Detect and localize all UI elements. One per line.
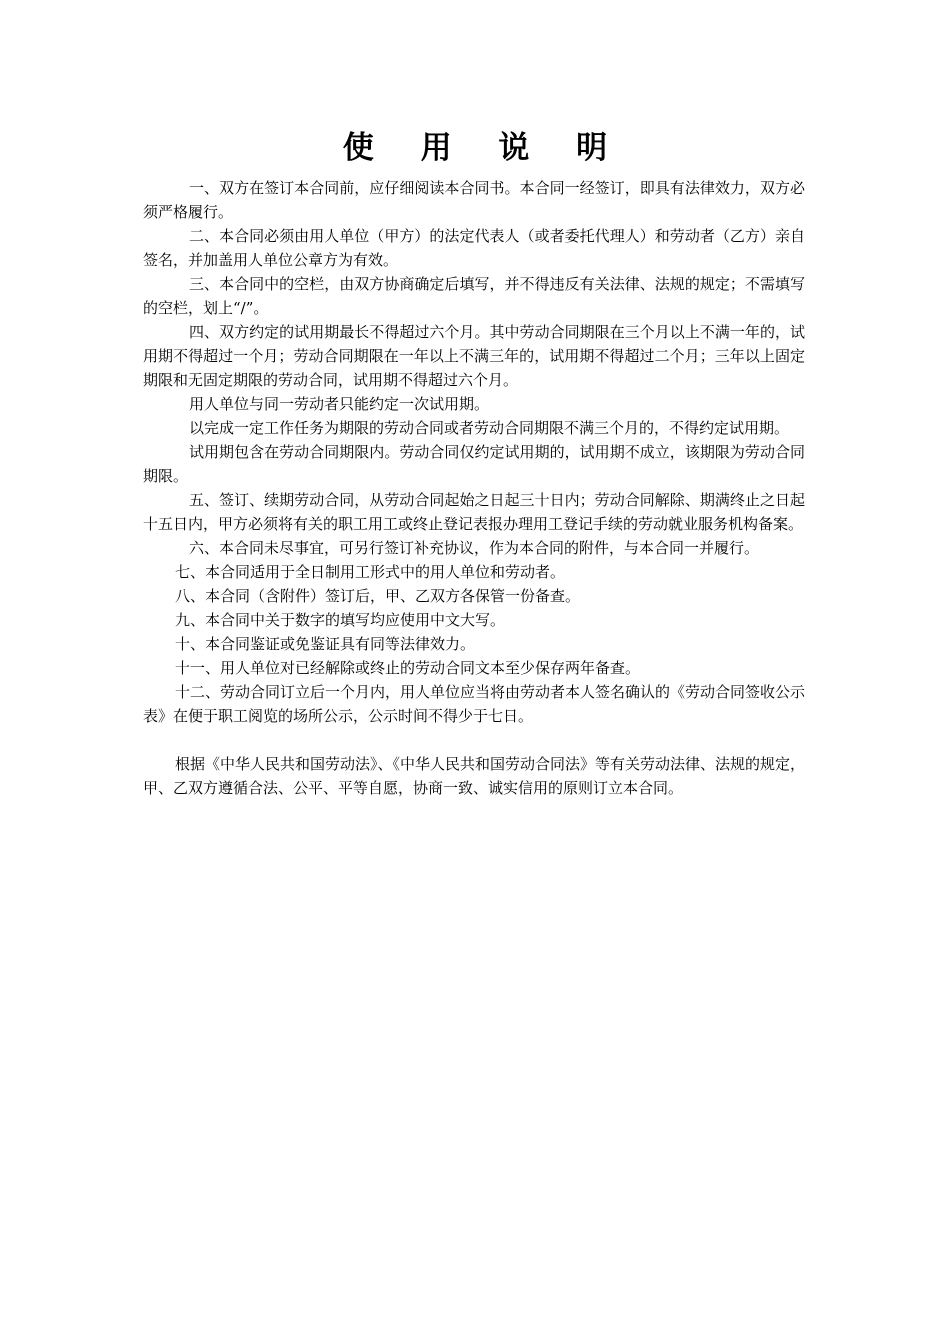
paragraph-4-note-2: 以完成一定工作任务为期限的劳动合同或者劳动合同期限不满三个月的，不得约定试用期。 — [189, 419, 790, 437]
paragraph-1: 一、双方在签订本合同前，应仔细阅读本合同书。本合同一经签订，即具有法律效力，双方必须严格履行。 — [143, 179, 805, 221]
paragraph-5: 五、签订、续期劳动合同，从劳动合同起始之日起三十日内；劳动合同解除、期满终止之日起十五日内，甲方必须将有关的职工用工或终止登记表报办理用工登记手续的劳动就业服务机构备案。 — [143, 491, 805, 533]
paragraph-7: 七、本合同适用于全日制用工形式中的用人单位和劳动者。 — [175, 563, 566, 581]
page-title: 使 用 说 明 — [342, 130, 626, 166]
paragraph-4: 四、双方约定的试用期最长不得超过六个月。其中劳动合同期限在三个月以上不满一年的，试用期不得超过一个月；劳动合同期限在一年以上不满三年的，试用期不得超过二个月；三年以上固定期限和无固定期限的劳动合同，试用期不得超过六个月。 — [143, 323, 805, 389]
instructions-body — [143, 176, 805, 800]
paragraph-10: 十、本合同鉴证或免鉴证具有同等法律效力。 — [175, 635, 476, 653]
paragraph-8: 八、本合同（含附件）签订后，甲、乙双方各保管一份备查。 — [175, 587, 581, 605]
paragraph-6: 六、本合同未尽事宜，可另行签订补充协议，作为本合同的附件，与本合同一并履行。 — [189, 539, 760, 557]
paragraph-spacer — [143, 728, 805, 752]
paragraph-12: 十二、劳动合同订立后一个月内，用人单位应当将由劳动者本人签名确认的《劳动合同签收公示表》在便于职工阅览的场所公示，公示时间不得少于七日。 — [143, 683, 806, 725]
paragraph-9: 九、本合同中关于数字的填写均应使用中文大写。 — [175, 611, 506, 629]
paragraph-4-note-1: 用人单位与同一劳动者只能约定一次试用期。 — [189, 395, 490, 413]
paragraph-3: 三、本合同中的空栏，由双方协商确定后填写，并不得违反有关法律、法规的规定；不需填写的空栏，划上“/”。 — [143, 275, 805, 317]
paragraph-4-note-3: 试用期包含在劳动合同期限内。劳动合同仅约定试用期的，试用期不成立，该期限为劳动合同期限。 — [143, 443, 805, 485]
closing-paragraph: 根据《中华人民共和国劳动法》、《中华人民共和国劳动合同法》等有关劳动法律、法规的规定，甲、乙双方遵循合法、公平、平等自愿，协商一致、诚实信用的原则订立本合同。 — [143, 755, 806, 797]
paragraph-11: 十一、用人单位对已经解除或终止的劳动合同文本至少保存两年备查。 — [175, 659, 641, 677]
paragraph-2: 二、本合同必须由用人单位（甲方）的法定代表人（或者委托代理人）和劳动者（乙方）亲自签名，并加盖用人单位公章方为有效。 — [143, 227, 805, 269]
